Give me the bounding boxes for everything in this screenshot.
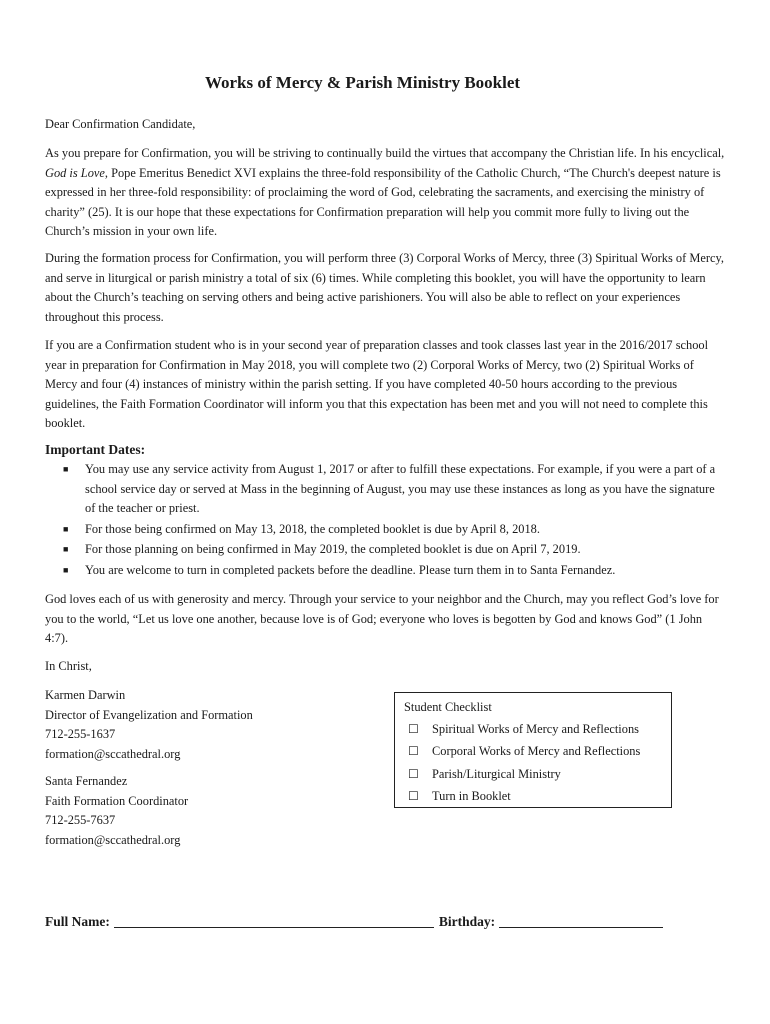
checklist-item[interactable] [408, 740, 640, 762]
contact-role: Director of Evangelization and Formation [45, 707, 253, 722]
bullet-icon: ■ [63, 564, 69, 575]
closing-line: In Christ, [45, 659, 92, 673]
intro-text-end: , Pope Emeritus Benedict XVI explains the three-fold responsibility of the Catholic Church, “The Church's deepest nature is expressed in her three-fold responsibility: of proclaiming the word of God, celebrating the sacraments, and exercising the ministry of charity” (25). It is our hope that these expectations for Confirmation preparation will help you commit more fully to living out the Church’s mission in your own life. [45, 165, 721, 239]
birthday-label: Birthday: [438, 914, 496, 929]
intro-text-start: As you prepare for Confirmation, you will be striving to continually build the virtues that accompany the Christian life. In his encyclical, [45, 146, 725, 160]
page-title: Works of Mercy & Parish Ministry Booklet [204, 73, 521, 92]
contact-phone: 712-255-7637 [45, 813, 116, 828]
list-item [45, 520, 725, 540]
contact-coordinator [45, 772, 188, 850]
checkbox-icon[interactable]: ☐ [408, 788, 419, 803]
checklist-title: Student Checklist [404, 700, 492, 714]
contact-email: formation@sccathedral.org [45, 746, 181, 761]
contact-name: Karmen Darwin [45, 688, 126, 702]
list-item [45, 561, 725, 581]
bullet-icon: ■ [63, 464, 69, 474]
encyclical-title: God is Love [45, 165, 105, 180]
contact-phone: 712-255-1637 [45, 727, 116, 742]
important-dates-heading: Important Dates: [45, 442, 146, 457]
checklist-item-label: Turn in Booklet [432, 788, 511, 803]
contact-director [45, 686, 253, 764]
closing-paragraph: God loves each of us with generosity and mercy. Through your service to your neighbor and the Church, may you reflect God’s love for you to the world, “Let us love one another, because love is of God; everyone who loves is begotten by God and knows God” (1 John 4:7). [45, 592, 719, 646]
date-item-text: You may use any service activity from August 1, 2017 or after to fulfill these expectations. For example, if you were a part of a school service day or served at Mass in the beginning of August, you may use these instances as long as you have the signature of the teacher or priest. [85, 462, 716, 516]
full-name-label: Full Name: [45, 914, 110, 929]
checklist-item[interactable] [408, 785, 640, 807]
intro-paragraph [45, 144, 725, 242]
checklist-item[interactable] [408, 718, 640, 740]
date-item-text: For those being confirmed on May 13, 2018, the completed booklet is due by April 8, 2018. [85, 521, 540, 536]
checklist-item-label: Corporal Works of Mercy and Reflections [432, 744, 641, 759]
formation-paragraph: During the formation process for Confirmation, you will perform three (3) Corporal Works of Mercy, three (3) Spiritual Works of Mercy, and serve in liturgical or parish ministry a total of six (6) times. While completing this booklet, you will have the opportunity to learn about the Church’s teaching on serving others and being active parishioners. You will also be able to reflect on your experiences throughout this process. [45, 251, 724, 324]
checkbox-icon[interactable]: ☐ [408, 722, 419, 736]
checklist-items [408, 718, 640, 807]
bullet-icon: ■ [63, 544, 69, 555]
checklist-item[interactable] [408, 763, 640, 785]
birthday-field[interactable] [499, 913, 663, 928]
list-item [45, 540, 725, 560]
contact-name: Santa Fernandez [45, 774, 128, 788]
contact-role: Faith Formation Coordinator [45, 793, 189, 808]
bullet-icon: ■ [63, 523, 69, 534]
date-item-text: You are welcome to turn in completed packets before the deadline. Please turn them in to Santa Fernandez. [85, 562, 616, 577]
date-item-text: For those planning on being confirmed in May 2019, the completed booklet is due on April 7, 2019. [85, 542, 581, 557]
important-dates-list [45, 460, 725, 582]
full-name-field[interactable] [114, 913, 434, 928]
checkbox-icon[interactable]: ☐ [408, 744, 419, 759]
list-item [45, 460, 725, 519]
student-checklist [394, 692, 672, 808]
contact-email: formation@sccathedral.org [45, 832, 181, 847]
second-year-paragraph: If you are a Confirmation student who is in your second year of preparation classes and took classes last year in the 2016/2017 school year in preparation for Confirmation in May 2018, you will complete two (2) Corporal Works of Mercy, two (2) Spiritual Works of Mercy and four (4) instances of ministry within the parish setting. If you have completed 40-50 hours according to the previous guidelines, the Faith Formation Coordinator will inform you that this expectation has been met and you will not need to complete this booklet. [45, 338, 709, 431]
checkbox-icon[interactable]: ☐ [408, 766, 419, 781]
salutation: Dear Confirmation Candidate, [45, 117, 196, 131]
checklist-item-label: Spiritual Works of Mercy and Reflections [432, 722, 639, 736]
signature-form [45, 913, 668, 930]
checklist-item-label: Parish/Liturgical Ministry [432, 766, 561, 781]
